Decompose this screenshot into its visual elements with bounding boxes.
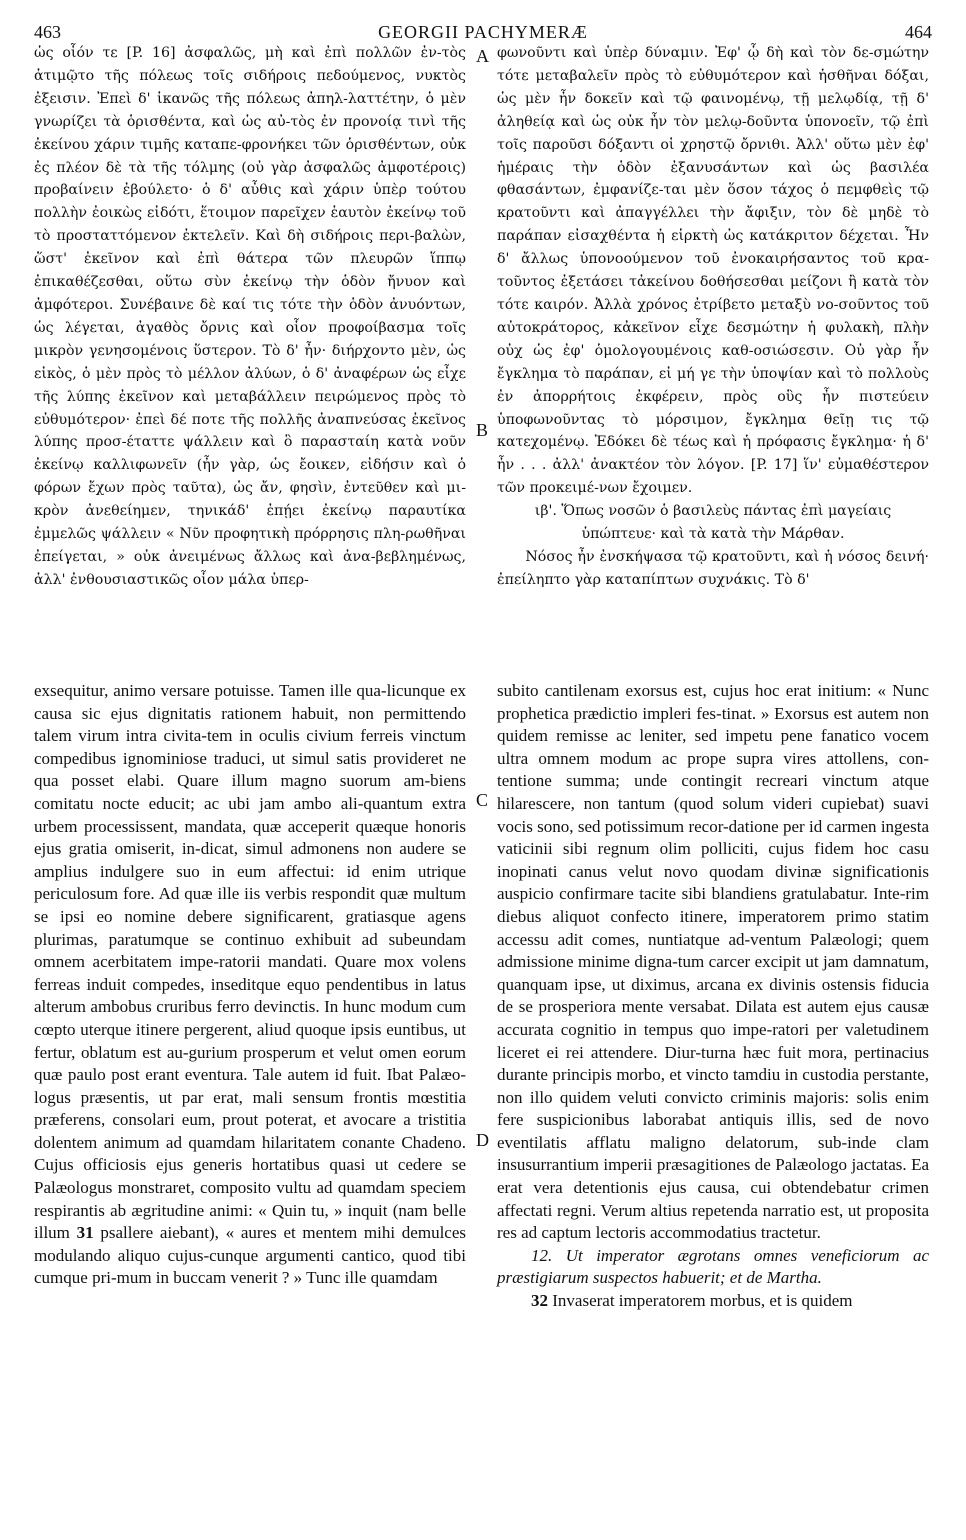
column-number-31: 31	[76, 1223, 94, 1243]
page-header	[22, 14, 944, 44]
margin-letter-d: D	[476, 1130, 489, 1150]
page-number-left: 463	[34, 22, 61, 42]
greek-section-heading: ιβ'. Ὅπως νοσῶν ὁ βασιλεὺς πάντας ἐπὶ μαγείαις ὑπώπτευε· καὶ τὰ κατὰ τὴν Μάρθαν.	[534, 503, 892, 543]
margin-letter-c: C	[476, 790, 489, 810]
latin-text-left-end: psallere aiebant), « aures et mentem mihi demulces modulando aliquo cujus-cunque argumenti cantico, quod tibi cumque pri-mum in buccam venerit ? » Tunc ille quamdam	[34, 1223, 466, 1288]
greek-column-right	[497, 42, 929, 592]
greek-text-right: φωνοῦντι καὶ ὑπὲρ δύναμιν. Ἐφ' ᾧ δὴ καὶ τὸν δε-σμώτην τότε μεταβαλεῖν πρὸς τὸ εὐθυμότερον καὶ ἡσθῆναι δόξαι, ὡς μὲν ἦν δοκεῖν καὶ τῷ φαινομένῳ, τῇ μελῳδίᾳ, τῇ δ' ἀληθείᾳ καὶ ὡς οὐκ ἦν τὸν μελῳ-δοῦντα ὑπονοεῖν, τῷ ἐπὶ τοῖς παροῦσι δόξαντι οἱ χρηστῷ ὄρνιθι. Ἀλλ' οὕτω μὲν ἐφ' ἡμέραις τὴν ὁδὸν ἐξανυσάντων καὶ ὡς βασιλέα φθασάντων, ἐμφανίζε-ται μὲν ὅσον τάχος ὁ πεμφθεὶς τῷ κρατοῦντι καὶ ἀπαγγέλλει τὴν ἄφιξιν, τὸν δὲ μηδὲ τὸ παράπαν εἰσαχθέντα ἡ εἱρκτὴ ὡς κατάκριτον δέχεται. Ἦν δ' ἄλλως ὑπονοούμενον τοῦ ἐνοκαιρήσαντος τοῦ κρα-τοῦντος ἐξετάσει τἀκείνου δοθήσεσθαι μείζονι ἢ κατὰ τὸν τότε καιρόν. Ἀλλὰ χρόνος ἐτρίβετο μεταξὺ νο-σοῦντος τοῦ αὐτοκράτορος, κἀκεῖνον εἶχε δεσμώτην ἡ φυλακὴ, πλὴν οὐχ ὡς ἐφ' ὁμολογουμένοις καθ-οσιώσεσιν. Οὐ γὰρ ἦν ἔγκλημα τὸ παράπαν, εἰ μή γε τὴν ὑποψίαν καὶ τὸ πολλοὺς ἐν ἀπορρήτοις ἐκφέρειν, πρὸς οὓς ἦν πιστεύειν ὑποφωνοῦντας τὸ μόρσιμον, ἔγκλημα θεῖῃ τις τῷ κατεχομένῳ. Ἐδόκει δὲ τέως καὶ ἡ πρόφασις ἔγκλημα· ἡ δ' ἦν . . . ἀλλ' ἀνακτέον τὸν λόγον. [P. 17] ἵν' εὐμαθέστερον τῶν προκειμέ-νων ἔχοιμεν.	[497, 45, 929, 497]
latin-paragraph-left	[34, 680, 466, 1290]
latin-column-right	[497, 680, 929, 1313]
margin-letter-a: A	[476, 46, 489, 66]
latin-paragraph-right-end	[497, 1290, 929, 1313]
page-number-right: 464	[905, 22, 932, 42]
margin-letter-b: B	[476, 420, 489, 440]
latin-column-left	[34, 680, 466, 1290]
greek-column-left	[34, 42, 466, 592]
greek-text-left: ὡς οἷόν τε [P. 16] ἀσφαλῶς, μὴ καὶ ἐπὶ πολλῶν ἐν-τὸς ἀτιμῷτο τῆς πόλεως τοῖς σιδήροις πεδούμενος, νυκτὸς ἐξεισιν. Ἐπεὶ δ' ἱκανῶς τῆς πόλεως ἀπηλ-λαττέτην, ὁ μὲν γνωρίζει τὰ ὁρισθέντα, καὶ ὡς αὐ-τὸς ἐν προνοίᾳ τινὶ τῆς ἐκείνου χάριν τιμῆς καταπε-φρονήκει τῶν ὁρισθέντων, οὐκ ἐς πλέον δὲ τὰ τῆς τόλμης (οὐ γὰρ ἀσφαλῶς ἀμφοτέροις) προβαίνειν ἐβούλετο· ὁ δ' αὖθις καὶ χάριν ὑπὲρ τούτου πολλὴν ἐοικὼς εἰδότι, ἕτοιμον παρεῖχεν ἑαυτὸν ἐκείνῳ τοῦ τὸ προσταττόμενον ἐκτελεῖν. Καὶ δὴ σιδήροις περι-βαλὼν, ὥστ' ἐκεῖνον καὶ ἐπὶ θάτερα τῶν πλευρῶν ἵππῳ ἐπικαθέζεσθαι, οὕτω σὺν ἐκείνῳ τὴν ὁδὸν ἤνυον καὶ ἀμφότεροι. Συνέβαινε δὲ καί τις τότε τὴν ὁδὸν ἀνυόντων, ὡς λέγεται, ἀγαθὸς ὄρνις καὶ οἷον προφοίβασμα τοῖς μικρὸν γενησομένοις ὕστερον. Τὸ δ' ἦν· διήρχοντο μὲν, ὡς εἰκὸς, ὁ μὲν πρὸς τὸ μέλλον ἀλύων, ὁ δ' ἀναφέρων ὡς εἶχε τῆς λύπης ἐκεῖνον καὶ μεταβάλλειν πειρώμενος πρὸς τὸ εὐθυμότερον· ἐπεὶ δέ ποτε τῆς πολλῆς ἀναπνεύσας ἐκεῖνος λύπης προσ-έταττε ψάλλειν καὶ ὃ παρασταίη κατὰ νοῦν ἐκείνῳ καλλιφωνεῖν (ἦν γὰρ, ὡς ἔοικεν, εἰδήσιν καὶ ὁ φόρων ἔχων πρὸς ταῦτα), ὡς ἄν, φησὶν, ἐντεῦθεν καὶ μι-κρὸν ἀνεθείημεν, τηνικάδ' ἐπῄει ἐκείνῳ παραυτίκα ἐμμελῶς ψάλλειν « Νῦν προφητικὴ πρόρρησις πλη-ρωθῆναι ἐπείγεται, » οὐκ ἀνειμένως ἄλλως καὶ ἀνα-βεβλημένως, ἀλλ' ἐνθουσιαστικῶς οἷον μάλα ὑπερ-	[34, 45, 466, 588]
column-number-32: 32	[531, 1291, 548, 1311]
latin-text-right: subito cantilenam exorsus est, cujus hoc erat initium: « Nunc prophetica prædictio impleri fes-tinat. » Exorsus est autem non quidem remisse ac leniter, sed impetu pene fanatico vocem ultra omnem modum ac prope supra vires attollens, con-tentione summa; unde contingit recreari vinctum atque hilarescere, non tantum (quod solum videri cupiebat) suavi vocis sono, sed potissimum recor-datione per id carmen ingesta vaticinii sibi regnum olim polliciti, cujus fidem hoc casu inopinati canus velut novo quodam divinæ significationis auspicio confirmare tacite sibi blandiens gratulabatur. Inte-rim diebus aliquot confecto itinere, imperatorem primo statim accessu adit comes, nuntiatque ad-ventum Palæologi; quem admissione minime digna-tum carcer excipit ut jam damnatum, quanquam ipse, ut diximus, arcana ex divinis ostensis fiducia de se prosperiora mente versabat. Dilata est autem ejus causæ accurata cognitio in tempus quo impe-ratori per valetudinem liceret ei rei attendere. Diur-turna hæc fuit mora, pertinacius durante principis morbo, et vincto tamdiu in custodia perstante, non illo quidem veluti convicto criminis majoris: solis enim fere suspicionibus laborabat antiquis illis, sed de novo eventilatis afflatu maligno delatorum, sub-inde clam insusurrantium imperii præsagitiones de Palæologo jactatas. Ea erat vera detentionis ejus causa, cui obtendebatur crimen affectati regni. Verum altius repetenda narratio est, ut proposita res ad captum lectoris accommodatius tractetur.	[497, 681, 929, 1243]
latin-section-heading: 12. Ut imperator ægrotans omnes veneficiorum ac præstigiarum suspectos habuerit; et de Martha.	[497, 1245, 929, 1288]
running-title: GEORGII PACHYMERÆ	[378, 22, 588, 42]
latin-text-left: exsequitur, animo versare potuisse. Tamen ille qua-licunque ex causa sic ejus dignitatis rationem habuit, non permittendo talem virum intra civita-tem in oculis civium ferreis vinctum compedibus ignominiose traduci, ut simul satis provideret ne qua posset elabi. Quare illum magno suorum am-biens comitatu nocte educit; ac ubi jam ambo ali-quantum extra urbem processissent, mandata, quæ acceperit quæque honoris ejus gratia omiserit, in-dicat, simul admonens non audere se amplius indulgere suo in eum affectui: id enim utrique periculosum fore. Ad quæ ille iis verbis respondit quæ multum se ipsi eo nomine debere significarent, gratiasque agens plurimas, paratumque se continuo exhibuit ad subeundam omnem acerbitatem impe-ratorii mandati. Quare mox volens ferreas induit compedes, inseditque equo pendentibus in latus alterum ambobus cruribus ferro devinctis. In hunc modum cum cœpto uterque itinere pergerent, aliud quoque ipsis euntibus, ut fertur, oblatum est au-gurium prosperum et velut omen eorum quæ paulo post erant eventura. Tale autem id fuit. Ibat Palæo-logus præsentis, ut par erat, mali sensum frontis mœstitia præferens, consolari eum, prout poterat, et avocare a tristitia dolentem animum ad quamdam hilaritatem conante Chadeno. Cujus officiosis ejus generis hortatibus quasi ut cedere se Palæologus monstraret, composito vultu ad quamdam speciem respirantis ab ægritudine animi: « Quin tu, » inquit (nam belle illum	[34, 681, 466, 1243]
latin-text-right-end: Invaserat imperatorem morbus, et is quidem	[552, 1291, 853, 1311]
greek-text-right-end: Νόσος ἦν ἐνσκήψασα τῷ κρατοῦντι, καὶ ἡ νόσος δεινή· ἐπείληπτο γὰρ καταπίπτων συχνάκις. Τὸ δ'	[497, 548, 929, 588]
